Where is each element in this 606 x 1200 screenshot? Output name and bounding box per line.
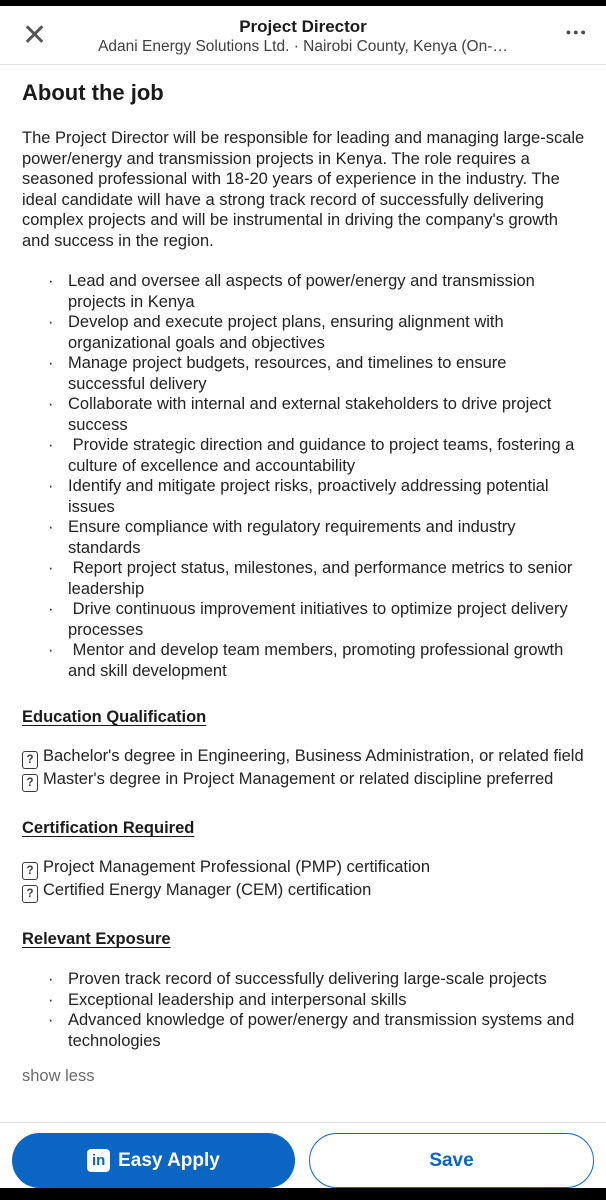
list-item-text: Provide strategic direction and guidance to project teams, fostering a culture of excellence and accountability [68, 436, 579, 475]
overflow-menu-icon[interactable]: ●●● [565, 27, 588, 37]
job-intro-paragraph: The Project Director will be responsible for leading and managing large-scale power/energy and transmission projects in Kenya. The role requires a seasoned professional with 18-20 years of experience in the industry. The ideal candidate will have a strong track record of successfully delivering complex projects and will be instrumental in driving the company's growth and success in the region. [22, 129, 585, 250]
job-header [0, 6, 606, 65]
list-item-text: Collaborate with internal and external stakeholders to drive project success [68, 395, 556, 434]
linkedin-logo-icon: in [87, 1149, 110, 1172]
about-the-job-heading: About the job [22, 80, 164, 105]
exposure-heading: Relevant Exposure [22, 930, 171, 948]
bullet-icon: · [48, 436, 54, 454]
bullet-icon: · [48, 313, 54, 331]
bullet-icon: · [48, 970, 54, 988]
bullet-icon: · [48, 354, 54, 372]
missing-glyph-icon: ? [22, 885, 38, 903]
list-item [22, 476, 586, 517]
list-item [22, 769, 586, 792]
bullet-icon: · [48, 559, 54, 577]
list-item [22, 558, 586, 599]
list-item [22, 312, 586, 353]
list-item [22, 271, 586, 312]
easy-apply-button[interactable] [12, 1133, 295, 1188]
list-item [22, 599, 586, 640]
show-less-link[interactable]: show less [22, 1067, 95, 1085]
list-item-text: Develop and execute project plans, ensuring alignment with organizational goals and objectives [68, 313, 509, 352]
list-item-text: Ensure compliance with regulatory requirements and industry standards [68, 518, 521, 557]
list-item-text: Manage project budgets, resources, and timelines to ensure successful delivery [68, 354, 512, 393]
bullet-icon: · [48, 395, 54, 413]
easy-apply-label: Easy Apply [118, 1149, 220, 1171]
save-label: Save [429, 1149, 474, 1171]
close-icon[interactable]: ✕ [22, 19, 48, 52]
missing-glyph-icon: ? [22, 774, 38, 792]
home-indicator-bar [0, 1188, 606, 1200]
list-item [22, 969, 586, 990]
list-item [22, 435, 586, 476]
education-heading: Education Qualification [22, 708, 207, 726]
list-item-text: Advanced knowledge of power/energy and transmission systems and technologies [68, 1011, 579, 1050]
list-item [22, 640, 586, 681]
job-header-text [62, 16, 544, 56]
list-item [22, 517, 586, 558]
list-item-text: Drive continuous improvement initiatives to optimize project delivery processes [68, 600, 573, 639]
job-title: Project Director [239, 17, 367, 36]
certification-list [22, 857, 586, 903]
bullet-icon: · [48, 518, 54, 536]
missing-glyph-icon: ? [22, 751, 38, 769]
bullet-icon: · [48, 272, 54, 290]
list-item [22, 353, 586, 394]
job-description [0, 65, 606, 1122]
list-item-text: Master's degree in Project Management or related discipline preferred [43, 770, 554, 788]
missing-glyph-icon: ? [22, 862, 38, 880]
list-item [22, 857, 586, 880]
bullet-icon: · [48, 600, 54, 618]
list-item [22, 394, 586, 435]
list-item-text: Report project status, milestones, and performance metrics to senior leadership [68, 559, 577, 598]
bullet-icon: · [48, 477, 54, 495]
list-item-text: Exceptional leadership and interpersonal skills [68, 990, 407, 1009]
job-company-location: Adani Energy Solutions Ltd. · Nairobi County, Kenya (On-… [98, 38, 508, 55]
list-item-text: Project Management Professional (PMP) certification [43, 858, 430, 876]
list-item-text: Bachelor's degree in Engineering, Business Administration, or related field [43, 747, 584, 765]
bullet-icon: · [48, 641, 54, 659]
action-bar [0, 1122, 606, 1188]
list-item [22, 990, 586, 1011]
exposure-list [22, 969, 586, 1051]
list-item-text: Lead and oversee all aspects of power/energy and transmission projects in Kenya [68, 272, 540, 311]
education-list [22, 746, 586, 792]
save-button[interactable] [309, 1133, 594, 1188]
list-item [22, 880, 586, 903]
list-item-text: Certified Energy Manager (CEM) certification [43, 881, 372, 899]
bullet-icon: · [48, 1011, 54, 1029]
bullet-icon: · [48, 990, 54, 1009]
responsibilities-list [22, 271, 586, 681]
certification-heading: Certification Required [22, 819, 195, 837]
list-item-text: Proven track record of successfully delivering large-scale projects [68, 970, 547, 988]
list-item [22, 1010, 586, 1051]
list-item [22, 746, 586, 769]
list-item-text: Identify and mitigate project risks, proactively addressing potential issues [68, 477, 554, 516]
list-item-text: Mentor and develop team members, promoting professional growth and skill development [68, 641, 568, 680]
